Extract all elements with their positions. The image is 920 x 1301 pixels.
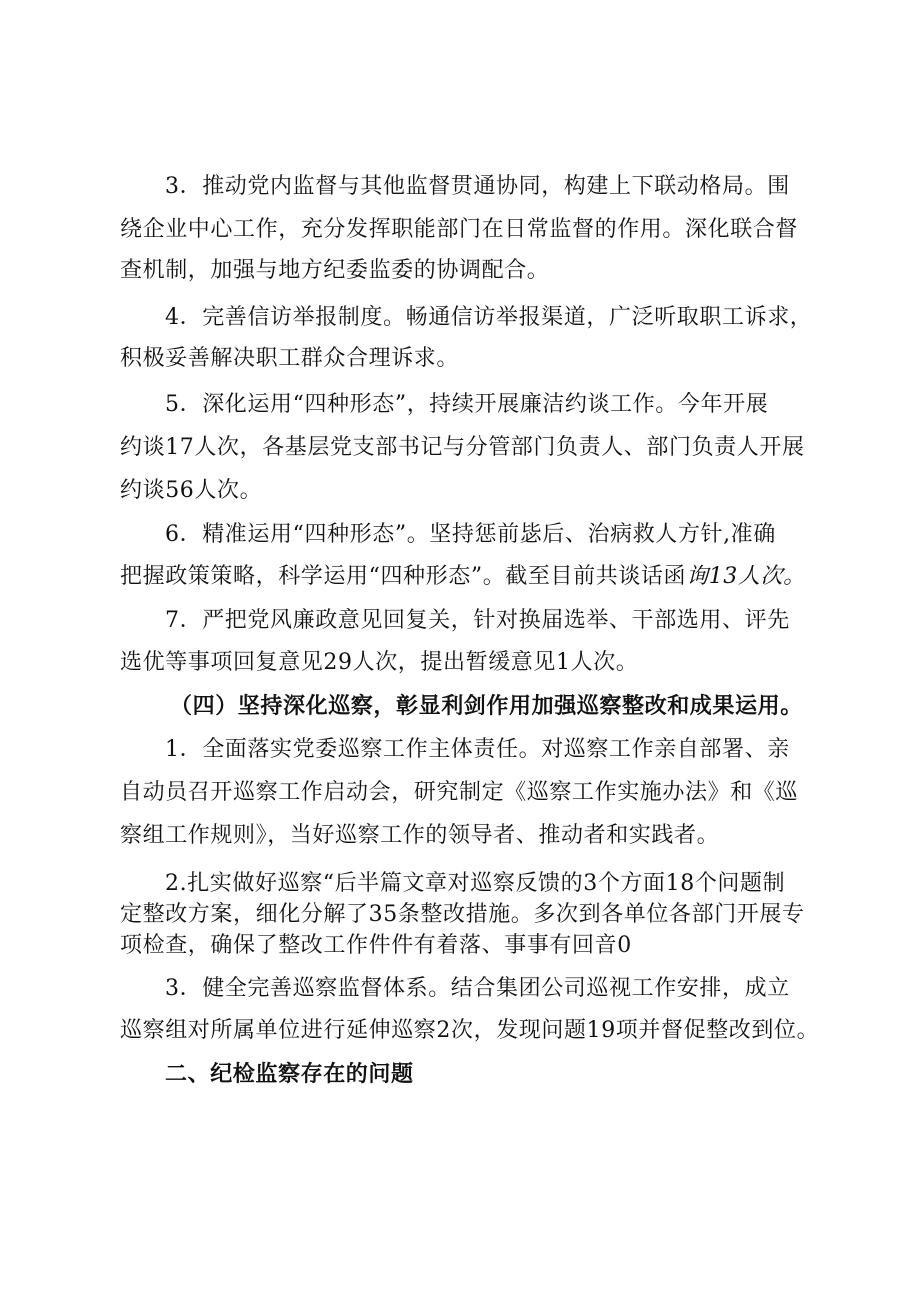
text-line: 约谈56人次。 <box>120 478 263 503</box>
text-line: 项检查，确保了整改工作件件有着落、事事有回音0 <box>120 933 632 958</box>
text-line: 积极妥善解决职工群众合理诉求。 <box>120 346 460 371</box>
section-heading-text: 二、纪检监察存在的问题 <box>165 1061 414 1087</box>
text-line: 选优等事项回复意见29人次，提出暂缓意见1人次。 <box>120 650 639 675</box>
text-line: 自动员召开巡察工作启动会，研究制定《巡察工作实施办法》和《巡 <box>120 780 799 805</box>
section-heading-text: （四）坚持深化巡察，彰显利剑作用加强巡察整改和成果运用。 <box>170 693 803 719</box>
text-line: 约谈17人次，各基层党支部书记与分管部门负责人、部门负责人开展 <box>120 435 805 460</box>
text-line: 巡察组对所属单位进行延伸巡察2次，发现问题19项并督促整改到位。 <box>120 1018 820 1043</box>
text-line: 5．深化运用“四种形态”，持续开展廉洁约谈工作。今年开展 <box>165 392 769 417</box>
text-segment: 把握政策策略，科学运用“四种形态”。截至目前共谈话函 <box>120 564 687 589</box>
text-line: 3．健全完善巡察监督体系。结合集团公司巡视工作安排，成立 <box>165 976 790 1001</box>
text-line: 1．全面落实党委巡察工作主体责任。对巡察工作亲自部署、亲 <box>165 737 790 762</box>
text-line: 绕企业中心工作，充分发挥职能部门在日常监督的作用。深化联合督 <box>120 217 799 242</box>
text-line: 定整改方案，细化分解了35条整改措施。多次到各单位各部门开展专 <box>120 902 805 927</box>
text-line: 察组工作规则》，当好巡察工作的领导者、推动者和实践者。 <box>120 823 720 848</box>
text-line: 查机制，加强与地方纪委监委的协调配合。 <box>120 258 550 283</box>
text-line <box>120 562 806 592</box>
text-line: 3．推动党内监督与其他监督贯通协同，构建上下联动格局。围 <box>165 174 790 199</box>
text-line: 6．精准运用“四种形态”。坚持惩前毖后、治病救人方针,准确 <box>165 522 776 547</box>
text-line: 7．严把党风廉政意见回复关，针对换届选举、干部选用、评先 <box>165 608 790 633</box>
italic-text-segment: 询13人次。 <box>686 564 806 589</box>
text-line: 2.扎实做好巡察“后半篇文章对巡察反馈的3个方面18个问题制 <box>165 871 786 896</box>
text-line: 4．完善信访举报制度。畅通信访举报渠道，广泛听取职工诉求， <box>165 305 813 330</box>
